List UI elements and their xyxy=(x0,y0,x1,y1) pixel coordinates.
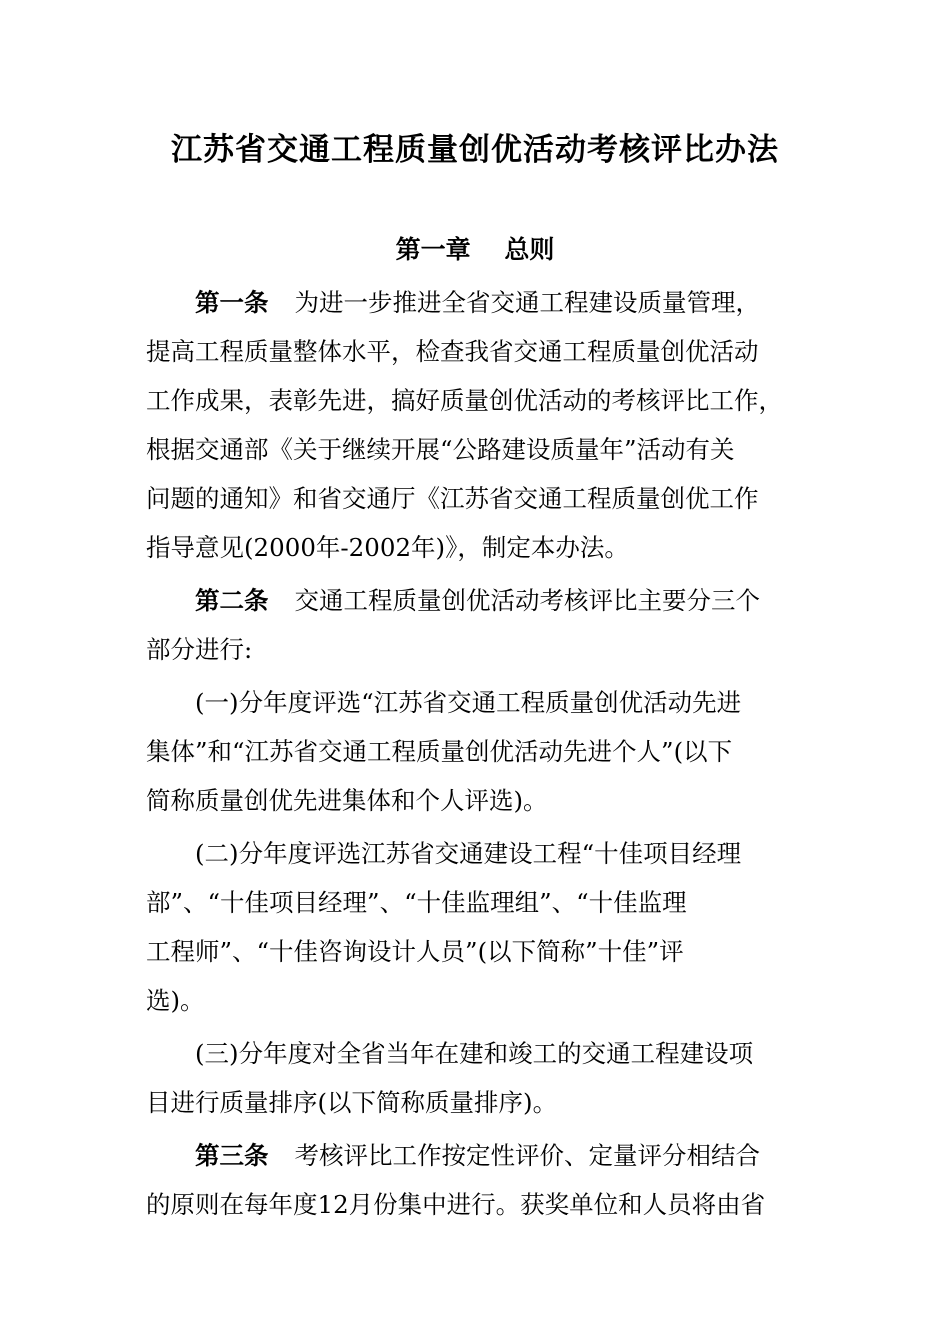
article-1-line-2: 提高工程质量整体水平，检查我省交通工程质量创优活动 xyxy=(146,337,759,366)
article-3-number: 第三条 xyxy=(195,1141,269,1170)
article-1-number: 第一条 xyxy=(195,288,269,317)
document-title: 江苏省交通工程质量创优活动考核评比办法 xyxy=(171,132,779,168)
article-2-number: 第二条 xyxy=(195,586,269,615)
item-3-line-1: (三)分年度对全省当年在建和竣工的交通工程建设项 xyxy=(195,1039,754,1068)
item-2-line-3: 工程师”、“十佳咨询设计人员”(以下简称”十佳”评 xyxy=(146,937,684,966)
article-2-line-2: 部分进行: xyxy=(146,635,253,664)
item-1-line-3: 简称质量创优先进集体和个人评选)。 xyxy=(146,786,548,815)
article-1-line-3: 工作成果，表彰先进，搞好质量创优活动的考核评比工作， xyxy=(146,386,783,415)
article-3-line-2: 的原则在每年度12月份集中进行。获奖单位和人员将由省 xyxy=(146,1190,766,1219)
article-1-line-4: 根据交通部《关于继续开展“公路建设质量年”活动有关 xyxy=(146,435,735,464)
article-1-text: 为进一步推进全省交通工程建设质量管理， xyxy=(294,288,760,317)
article-1-line-6: 指导意见(2000年-2002年)》，制定本办法。 xyxy=(146,533,629,562)
item-1-line-1: (一)分年度评选“江苏省交通工程质量创优活动先进 xyxy=(195,688,742,717)
article-1-line-1 xyxy=(146,278,796,327)
item-2-line-2: 部”、“十佳项目经理”、“十佳监理组”、“十佳监理 xyxy=(146,888,687,917)
document-body xyxy=(146,278,796,1229)
item-2-line-1: (二)分年度评选江苏省交通建设工程“十佳项目经理 xyxy=(195,839,742,868)
item-2-line-4: 选)。 xyxy=(146,986,205,1015)
article-3-line-1 xyxy=(146,1131,796,1180)
item-3-line-2: 目进行质量排序(以下简称质量排序)。 xyxy=(146,1088,558,1117)
article-2-line-1 xyxy=(146,576,796,625)
chapter-heading: 第一章 总则 xyxy=(395,235,555,264)
item-1-line-2: 集体”和“江苏省交通工程质量创优活动先进个人”(以下 xyxy=(146,737,733,766)
article-3-text: 考核评比工作按定性评价、定量评分相结合 xyxy=(294,1141,760,1170)
article-2-text: 交通工程质量创优活动考核评比主要分三个 xyxy=(294,586,760,615)
article-1-line-5: 问题的通知》和省交通厅《江苏省交通工程质量创优工作 xyxy=(146,484,759,513)
